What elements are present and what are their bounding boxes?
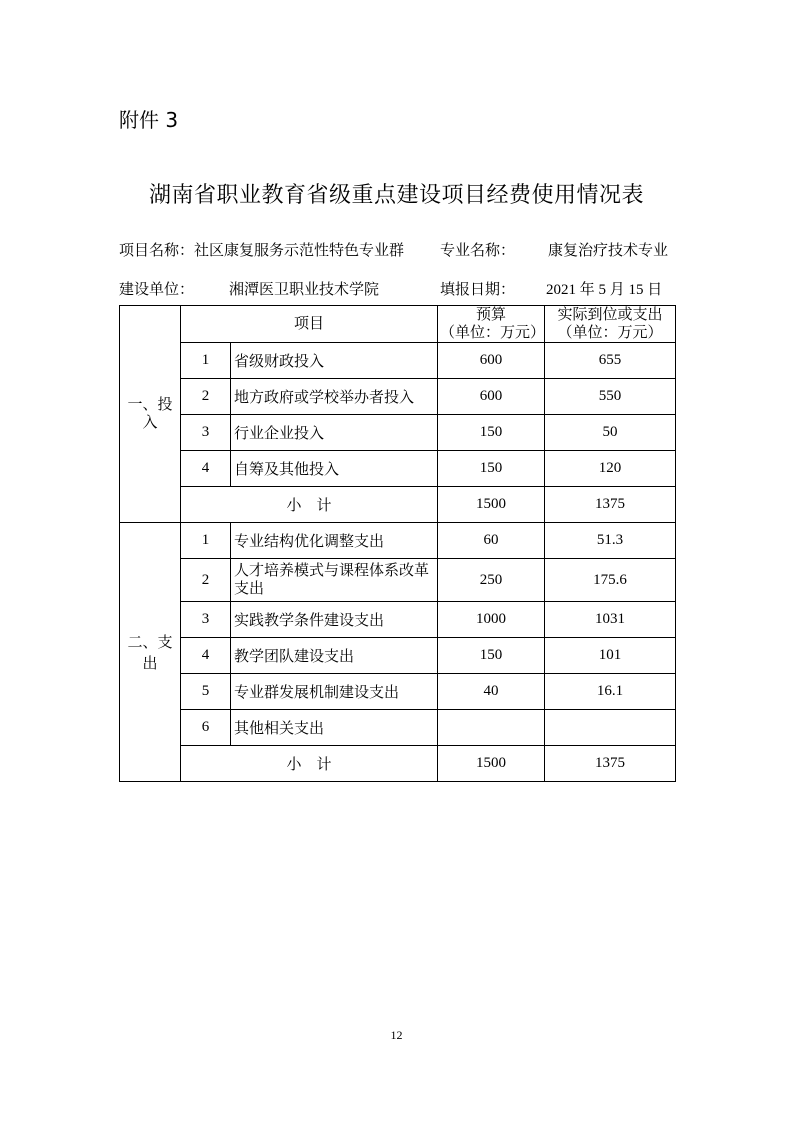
header-actual-line2: （单位：万元）: [557, 325, 663, 341]
row-budget: 40: [438, 674, 545, 710]
row-actual: 1031: [545, 602, 676, 638]
unit-label: 建设单位：: [119, 282, 195, 298]
header-budget: [438, 306, 545, 343]
row-number: 1: [181, 343, 231, 379]
header-actual-line1: 实际到位或支出: [557, 307, 663, 323]
table-row: [120, 710, 676, 746]
row-budget: 1000: [438, 602, 545, 638]
row-actual: 175.6: [545, 559, 676, 602]
table-row: [120, 343, 676, 379]
subtotal-budget: 1500: [438, 746, 545, 782]
row-budget: 600: [438, 343, 545, 379]
row-item: 人才培养模式与课程体系改革支出: [231, 559, 438, 602]
row-item: 教学团队建设支出: [231, 638, 438, 674]
row-number: 4: [181, 451, 231, 487]
input-subtotal-row: [120, 487, 676, 523]
row-number: 2: [181, 379, 231, 415]
page-number: 12: [390, 1028, 403, 1042]
project-name-value: 社区康复服务示范性特色专业群: [194, 243, 405, 259]
subtotal-actual: 1375: [545, 487, 676, 523]
subtotal-budget: 1500: [438, 487, 545, 523]
row-budget: 150: [438, 638, 545, 674]
row-number: 2: [181, 559, 231, 602]
row-item: 专业群发展机制建设支出: [231, 674, 438, 710]
row-actual: 550: [545, 379, 676, 415]
date-value: 2021 年 5 月 15 日: [546, 282, 663, 298]
subtotal-label: 小 计: [181, 487, 438, 523]
row-actual: 655: [545, 343, 676, 379]
row-number: 1: [181, 523, 231, 559]
attachment-label: 附件 3: [119, 108, 179, 132]
date-label: 填报日期：: [440, 282, 516, 298]
row-number: 6: [181, 710, 231, 746]
row-number: 3: [181, 415, 231, 451]
row-item: 地方政府或学校举办者投入: [231, 379, 438, 415]
project-name-label: 项目名称：: [119, 243, 195, 259]
subtotal-label: 小 计: [181, 746, 438, 782]
table-row: [120, 451, 676, 487]
row-budget: 150: [438, 451, 545, 487]
row-item: 实践教学条件建设支出: [231, 602, 438, 638]
row-item: 专业结构优化调整支出: [231, 523, 438, 559]
header-budget-line1: 预算: [476, 307, 507, 323]
unit-value: 湘潭医卫职业技术学院: [229, 282, 380, 298]
expense-table: [119, 305, 676, 782]
output-subtotal-row: [120, 746, 676, 782]
row-actual: 50: [545, 415, 676, 451]
row-actual: [545, 710, 676, 746]
page-title: 湖南省职业教育省级重点建设项目经费使用情况表: [148, 183, 644, 208]
row-budget: 600: [438, 379, 545, 415]
table-row: [120, 638, 676, 674]
row-budget: [438, 710, 545, 746]
table-row: [120, 674, 676, 710]
major-label: 专业名称：: [440, 243, 516, 259]
subtotal-actual: 1375: [545, 746, 676, 782]
row-budget: 250: [438, 559, 545, 602]
row-budget: 60: [438, 523, 545, 559]
table-header-row: [120, 306, 676, 343]
project-name-row: [119, 239, 404, 260]
table-row: [120, 523, 676, 559]
row-actual: 51.3: [545, 523, 676, 559]
major-value: 康复治疗技术专业: [548, 243, 669, 259]
header-item: 项目: [181, 306, 438, 343]
table-row: [120, 379, 676, 415]
header-actual: [545, 306, 676, 343]
input-section-label: 一、投入: [120, 306, 181, 523]
row-actual: 101: [545, 638, 676, 674]
row-item: 其他相关支出: [231, 710, 438, 746]
row-item: 省级财政投入: [231, 343, 438, 379]
row-number: 5: [181, 674, 231, 710]
table-row: [120, 602, 676, 638]
row-budget: 150: [438, 415, 545, 451]
row-actual: 120: [545, 451, 676, 487]
table-row: [120, 415, 676, 451]
output-section-label: 二、支出: [120, 523, 181, 782]
header-budget-line2: （单位：万元）: [440, 325, 546, 341]
row-number: 4: [181, 638, 231, 674]
table-row: [120, 559, 676, 602]
row-item: 自筹及其他投入: [231, 451, 438, 487]
row-actual: 16.1: [545, 674, 676, 710]
row-item: 行业企业投入: [231, 415, 438, 451]
row-number: 3: [181, 602, 231, 638]
